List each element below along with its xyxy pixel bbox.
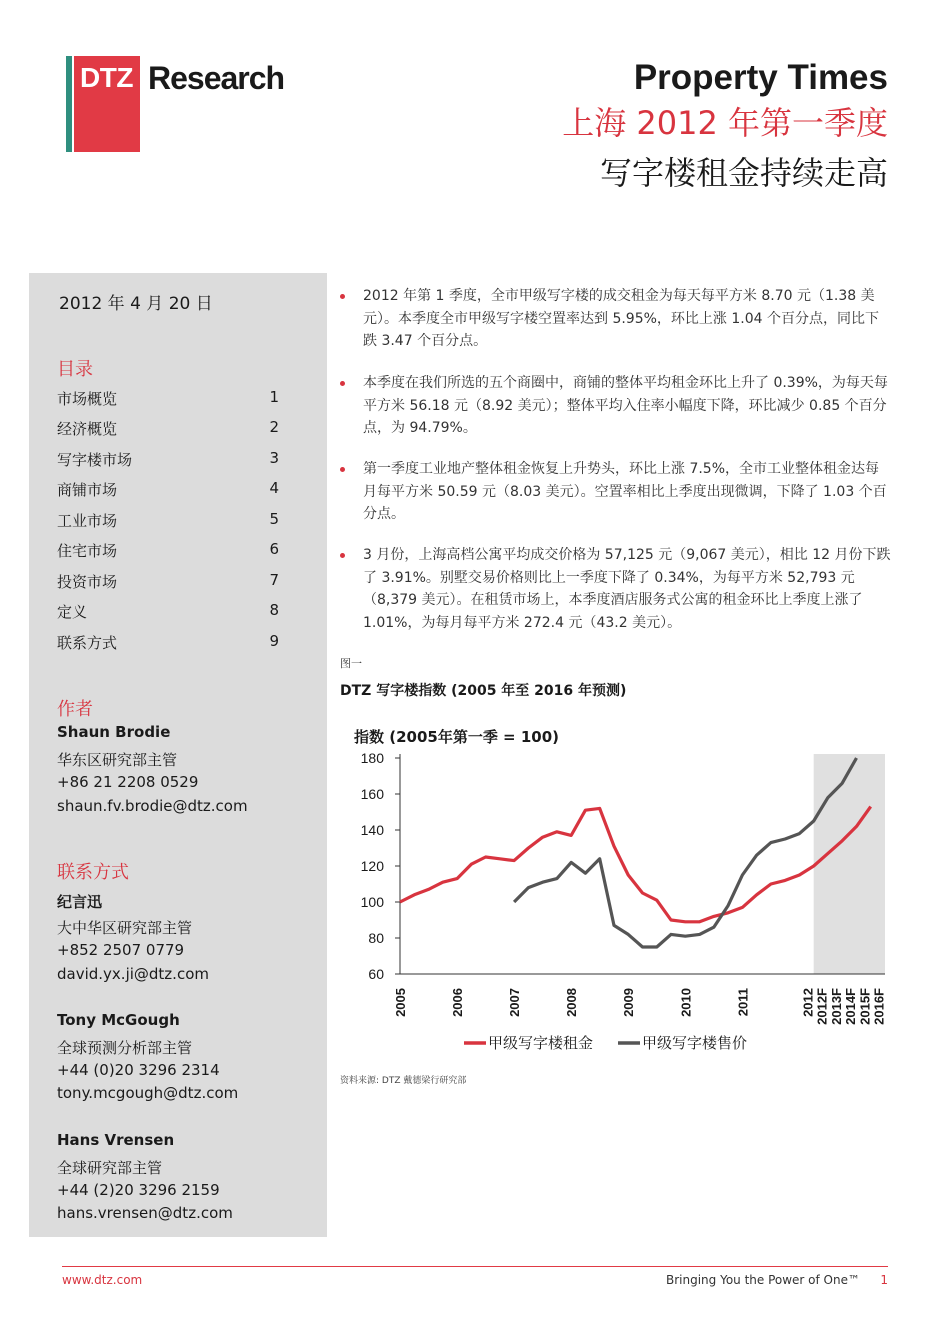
footer-divider <box>62 1266 888 1267</box>
sidebar <box>29 273 327 1237</box>
toc-item-label: 定义 <box>57 603 88 621</box>
x-tick-label: 2012F <box>814 988 830 1025</box>
figure-title: DTZ 写字楼指数 (2005 年至 2016 年预测) <box>340 683 627 699</box>
series-line-price <box>514 758 856 947</box>
author-role: 华东区研究部主管 <box>57 751 178 769</box>
bullet-dot <box>340 381 345 386</box>
contact-name: 纪言迅 <box>57 893 103 911</box>
report-period: 上海 2012 年第一季度 <box>562 104 888 142</box>
toc-item-page: 1 <box>269 388 279 406</box>
figure-source: 资料来源: DTZ 戴德梁行研究部 <box>340 1076 467 1086</box>
author-email[interactable]: shaun.fv.brodie@dtz.com <box>57 797 248 815</box>
x-tick-label: 2014F <box>843 988 859 1025</box>
summary-bullet <box>340 458 892 526</box>
toc-item-page: 8 <box>269 601 279 619</box>
legend-label: 甲级写字楼售价 <box>642 1034 748 1052</box>
x-tick-label: 2006 <box>450 988 466 1017</box>
y-tick-label: 160 <box>360 786 384 802</box>
forecast-shading <box>814 754 885 974</box>
contact-phone: +44 (0)20 3296 2314 <box>57 1061 220 1079</box>
author-heading: 作者 <box>57 699 93 720</box>
toc-item-label: 商铺市场 <box>57 481 118 499</box>
contact-name: Hans Vrensen <box>57 1131 175 1149</box>
y-tick-label: 100 <box>360 894 384 910</box>
logo-teal-bar <box>66 56 72 152</box>
report-title-block <box>562 58 888 196</box>
toc-item-label: 住宅市场 <box>57 542 118 560</box>
page-number: 1 <box>880 1273 888 1287</box>
summary-bullet <box>340 544 892 634</box>
contact-email[interactable]: hans.vrensen@dtz.com <box>57 1204 233 1222</box>
summary-bullet <box>340 285 892 353</box>
y-tick-label: 80 <box>368 930 384 946</box>
toc-item-label: 投资市场 <box>57 573 118 591</box>
bullet-dot <box>340 294 345 299</box>
publish-date: 2012 年 4 月 20 日 <box>59 294 213 314</box>
y-tick-label: 120 <box>360 858 384 874</box>
toc-item[interactable] <box>57 388 279 409</box>
dtz-research-logo <box>66 56 285 152</box>
legend-label: 甲级写字楼租金 <box>488 1034 594 1052</box>
series-line-rent <box>400 807 871 922</box>
x-tick-label: 2005 <box>393 988 408 1017</box>
contact-name: Tony McGough <box>57 1011 180 1029</box>
x-tick-label: 2015F <box>857 988 873 1025</box>
toc-item[interactable] <box>57 510 279 531</box>
toc-item[interactable] <box>57 632 279 653</box>
summary-bullet <box>340 372 892 440</box>
toc-item-page: 2 <box>269 418 279 436</box>
contact-role: 全球研究部主管 <box>57 1159 163 1177</box>
bullet-text: 本季度在我们所选的五个商圈中，商铺的整体平均租金环比上升了 0.39%，为每天每平方米 56.18 元（8.92 美元）；整体平均入住率小幅度下降，环比减少 0.85 个百分点，为 94.79%。 <box>363 375 888 436</box>
toc-item-label: 经济概览 <box>57 420 118 438</box>
contact-role: 大中华区研究部主管 <box>57 919 193 937</box>
toc-heading: 目录 <box>57 359 93 380</box>
author-name: Shaun Brodie <box>57 723 171 741</box>
contacts-heading: 联系方式 <box>57 862 129 883</box>
toc-item-page: 9 <box>269 632 279 650</box>
bullet-text: 2012 年第 1 季度，全市甲级写字楼的成交租金为每天每平方米 8.70 元（1.38 美元）。本季度全市甲级写字楼空置率达到 5.95%，环比上涨 1.04 个百分点，同比下跌 3.47 个百分点。 <box>363 288 879 349</box>
toc-item-label: 联系方式 <box>57 634 118 652</box>
author-phone: +86 21 2208 0529 <box>57 773 199 791</box>
x-tick-label: 2012 <box>800 988 816 1017</box>
office-index-chart <box>340 722 900 1067</box>
x-tick-label: 2011 <box>735 988 751 1017</box>
contact-phone: +852 2507 0779 <box>57 941 185 959</box>
toc-item[interactable] <box>57 449 279 470</box>
toc-item[interactable] <box>57 571 279 592</box>
x-tick-label: 2010 <box>678 988 694 1017</box>
footer-url[interactable]: www.dtz.com <box>62 1273 143 1287</box>
report-title: Property Times <box>633 58 888 97</box>
toc-item-page: 7 <box>269 571 279 589</box>
y-tick-label: 140 <box>360 822 384 838</box>
contact-email[interactable]: tony.mcgough@dtz.com <box>57 1084 239 1102</box>
logo-wordmark: Research <box>148 60 285 96</box>
contact-phone: +44 (2)20 3296 2159 <box>57 1181 220 1199</box>
toc-item[interactable] <box>57 418 279 439</box>
footer-tagline: Bringing You the Power of One™ <box>665 1273 860 1287</box>
toc-item[interactable] <box>57 540 279 561</box>
toc-item[interactable] <box>57 601 279 622</box>
contact-email[interactable]: david.yx.ji@dtz.com <box>57 965 209 983</box>
logo-mark: DTZ <box>80 62 133 93</box>
toc-item-page: 5 <box>269 510 279 528</box>
x-tick-label: 2008 <box>564 988 580 1017</box>
toc-item-label: 写字楼市场 <box>57 451 133 469</box>
y-tick-label: 60 <box>368 966 384 982</box>
x-tick-label: 2007 <box>507 988 523 1017</box>
x-tick-label: 2009 <box>621 988 637 1017</box>
toc-item-label: 工业市场 <box>57 512 118 530</box>
report-headline: 写字楼租金持续走高 <box>599 154 888 192</box>
toc-item-page: 6 <box>269 540 279 558</box>
toc-item-page: 4 <box>269 479 279 497</box>
x-tick-label: 2016F <box>871 988 887 1025</box>
contact-role: 全球预测分析部主管 <box>57 1039 193 1057</box>
x-tick-label: 2013F <box>828 988 844 1025</box>
bullet-text: 第一季度工业地产整体租金恢复上升势头，环比上涨 7.5%，全市工业整体租金达每月每平方米 50.59 元（8.03 美元）。空置率相比上季度出现微调，下降了 1.03 个百分点。 <box>363 461 887 522</box>
bullet-dot <box>340 553 345 558</box>
bullet-text: 3 月份，上海高档公寓平均成交价格为 57,125 元（9,067 美元），相比 12 月份下跌了 3.91%。别墅交易价格则比上一季度下降了 0.34%，为每平方米 52,793 元（8,379 美元）。在租赁市场上，本季度酒店服务式公寓的租金环比上季度上涨了 1.01%，为每月每平方米 272.4 元（43.2 美元）。 <box>363 547 891 631</box>
figure-label: 图一 <box>340 657 362 670</box>
toc-item[interactable] <box>57 479 279 500</box>
bullet-dot <box>340 467 345 472</box>
y-tick-label: 180 <box>360 750 384 766</box>
y-axis-label: 指数 (2005年第一季 = 100) <box>354 728 560 746</box>
toc-item-label: 市场概览 <box>57 390 118 408</box>
toc-item-page: 3 <box>269 449 279 467</box>
